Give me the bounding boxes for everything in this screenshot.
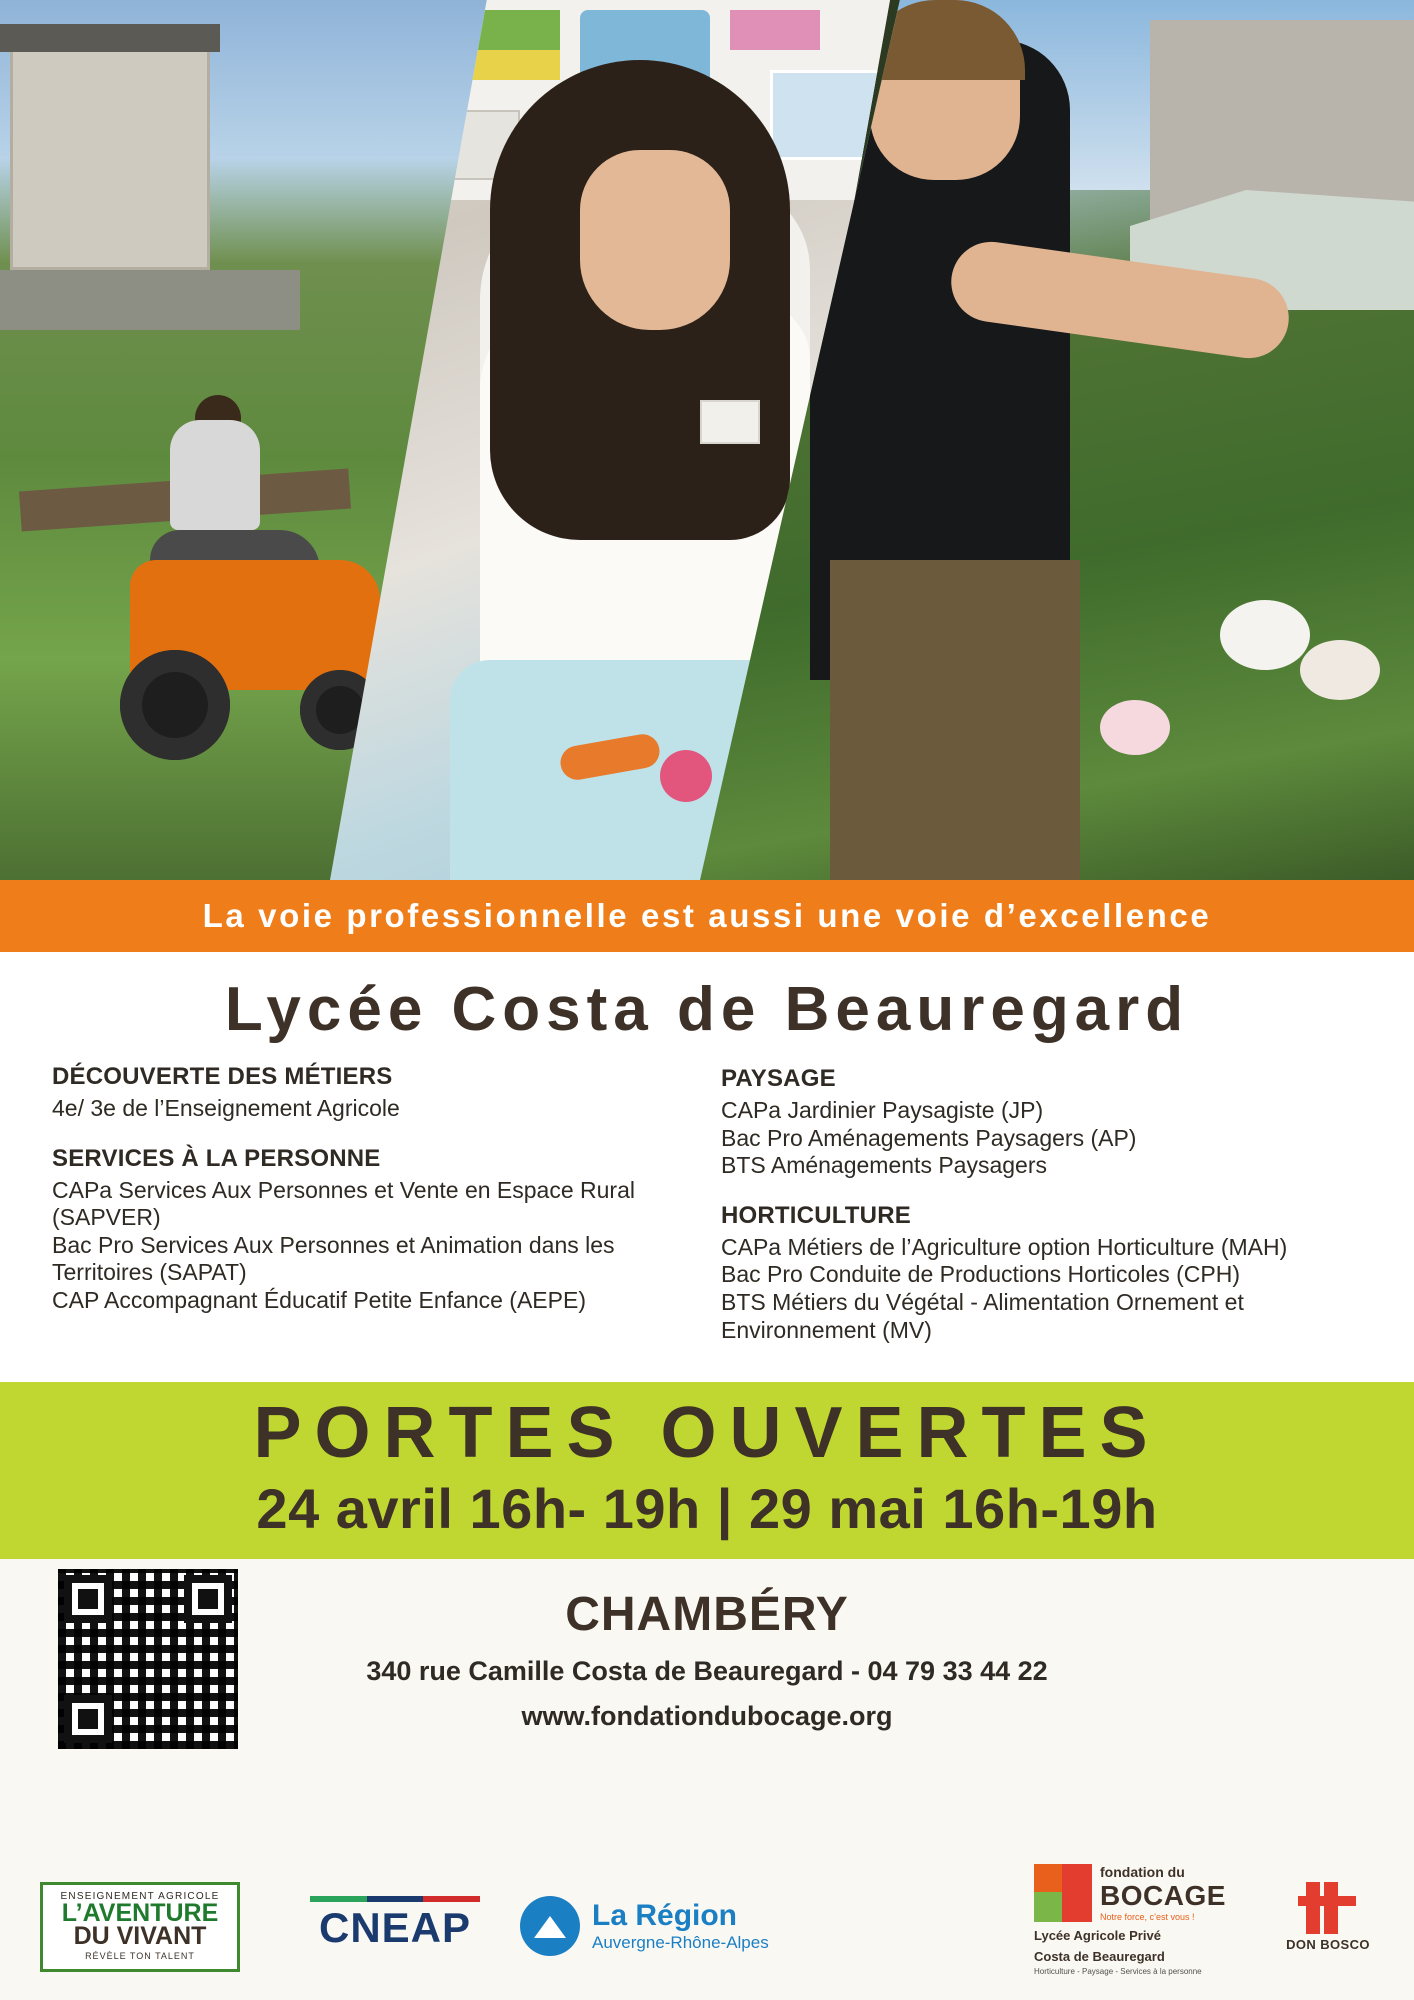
programs-columns <box>0 1051 1414 1376</box>
logo-region-auvergne-rhone-alpes <box>520 1896 820 1956</box>
don-bosco-figures-icon <box>1298 1882 1358 1934</box>
program-line: Bac Pro Aménagements Paysagers (AP) <box>721 1124 1137 1151</box>
address-line: 340 rue Camille Costa de Beauregard - 04 79 33 44 22 <box>366 1655 1048 1686</box>
logo-vivant-line2: DU VIVANT <box>73 1922 207 1951</box>
logo-bocage-line1: fondation du <box>1100 1864 1185 1880</box>
bocage-school-line3: Horticulture - Paysage - Services à la personne <box>1034 1967 1202 1976</box>
programs-column-left <box>52 1063 693 1366</box>
logo-vivant-sub: RÉVÈLE TON TALENT <box>85 1951 195 1961</box>
program-line: CAP Accompagnant Éducatif Petite Enfance (AEPE) <box>52 1286 586 1313</box>
bocage-mark-icon <box>1034 1864 1092 1922</box>
logo-don-bosco-text: DON BOSCO <box>1286 1937 1370 1952</box>
website-link[interactable]: www.fondationdubocage.org <box>521 1700 893 1731</box>
program-line: BTS Métiers du Végétal - Alimentation Ornement et Environnement (MV) <box>721 1288 1244 1343</box>
slogan-band <box>0 880 1414 952</box>
city-name: CHAMBÉRY <box>565 1587 849 1641</box>
region-mountain-icon <box>520 1896 580 1956</box>
logo-region-line1: La Région <box>592 1899 738 1932</box>
section-horticulture <box>721 1202 1362 1344</box>
logo-cneap <box>310 1896 480 1952</box>
bocage-school-line1: Lycée Agricole Privé <box>1034 1928 1161 1943</box>
open-days-band <box>0 1382 1414 1559</box>
section-services-a-la-personne <box>52 1145 693 1315</box>
logo-bocage-line2: BOCAGE <box>1100 1880 1226 1911</box>
logo-don-bosco <box>1282 1882 1374 1952</box>
programs-column-right <box>721 1063 1362 1366</box>
program-line: CAPa Métiers de l’Agriculture option Horticulture (MAH) <box>721 1233 1288 1260</box>
logos-row <box>0 1850 1414 2000</box>
title-area <box>0 952 1414 1051</box>
footer <box>0 1559 1414 2000</box>
section-title: DÉCOUVERTE DES MÉTIERS <box>52 1063 393 1090</box>
qr-code-icon[interactable] <box>58 1569 238 1749</box>
section-paysage <box>721 1065 1362 1180</box>
logo-vivant-top: ENSEIGNEMENT AGRICOLE <box>60 1890 220 1902</box>
program-line: CAPa Services Aux Personnes et Vente en Espace Rural (SAPVER) <box>52 1176 635 1231</box>
program-line: BTS Aménagements Paysagers <box>721 1152 1047 1179</box>
program-line: CAPa Jardinier Paysagiste (JP) <box>721 1097 1044 1123</box>
cneap-stripes-icon <box>310 1896 480 1902</box>
open-days-title: PORTES OUVERTES <box>253 1393 1161 1474</box>
section-title: HORTICULTURE <box>721 1201 911 1229</box>
open-days-dates: 24 avril 16h- 19h | 29 mai 16h-19h <box>256 1476 1158 1540</box>
logo-cneap-text: CNEAP <box>318 1904 472 1951</box>
photo-band <box>0 0 1414 880</box>
section-title: SERVICES À LA PERSONNE <box>52 1144 381 1172</box>
bocage-school-line2: Costa de Beauregard <box>1034 1949 1165 1964</box>
logo-aventure-du-vivant <box>40 1882 240 1973</box>
program-line: Bac Pro Conduite de Productions Horticoles (CPH) <box>721 1261 1241 1288</box>
logo-region-line2: Auvergne-Rhône-Alpes <box>592 1933 769 1952</box>
logo-fondation-du-bocage <box>1034 1864 1264 1976</box>
section-title: PAYSAGE <box>721 1065 836 1092</box>
page-title: Lycée Costa de Beauregard <box>224 975 1190 1044</box>
logo-vivant-line1: L’AVENTURE <box>61 1898 219 1927</box>
program-line: Bac Pro Services Aux Personnes et Animation dans les Territoires (SAPAT) <box>52 1231 615 1286</box>
slogan-text: La voie professionnelle est aussi une voie d’excellence <box>202 897 1212 934</box>
program-line: 4e/ 3e de l’Enseignement Agricole <box>52 1095 400 1121</box>
logo-bocage-tagline: Notre force, c’est vous ! <box>1100 1912 1195 1922</box>
section-decouverte-des-metiers <box>52 1063 693 1123</box>
